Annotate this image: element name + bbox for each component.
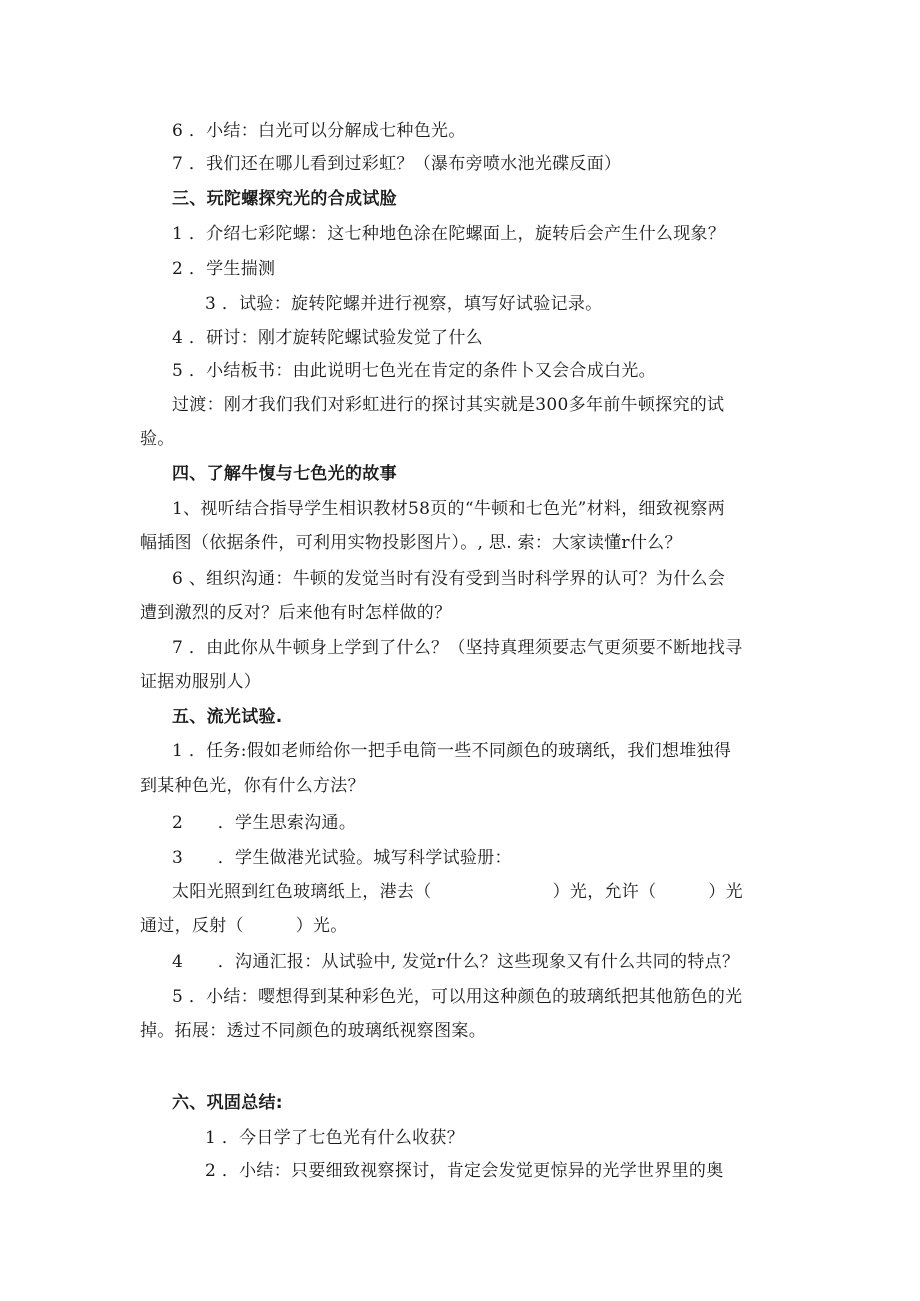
section-5-item-5-cont: 掉。拓展：透过不同颜色的玻璃纸视察图案。	[140, 1021, 486, 1041]
section-3-item-4: 4 ．研讨：刚才旋转陀螺试验发觉了什么	[172, 328, 483, 348]
section-5-item-2: 2 ．学生思索沟通。	[172, 813, 357, 833]
section-4-item-6: 6 、组织沟通：牛顿的发觉当时有没有受到当时科学界的认可？为什么会	[172, 569, 726, 589]
section-5-item-4: 4 ．沟通汇报：从试验中, 发觉r什么？这些现象又有什么共同的特点？	[172, 952, 740, 972]
section-6-heading: 六、巩固总结:	[172, 1093, 283, 1113]
section-5-item-5: 5 ．小结：嘤想得到某种彩色光，可以用这种颜色的玻璃纸把其他筋色的光	[172, 987, 743, 1007]
section-5-item-1: 1 ．任务:假如老师给你一把手电筒一些不同颜色的玻璃纸，我们想堆独得	[172, 741, 732, 761]
transition-paragraph: 过渡：刚才我们我们对彩虹进行的探讨其实就是300多年前牛顿探究的试	[172, 395, 725, 415]
section-4-heading: 四、了解牛愎与七色光的故事	[172, 464, 397, 484]
section-3-item-1: 1 ．介绍七彩陀螺：这七种地色涂在陀螺面上，旋转后会产生什么现象？	[172, 224, 726, 244]
experiment-fill-blank: 太阳光照到红色玻璃纸上，港去（ ）光，允许（ ）光	[172, 882, 743, 902]
item-6-summary: 6 ．小结：白光可以分解成七种色光。	[172, 121, 466, 141]
experiment-fill-blank-cont: 通过，反射（ ）光。	[140, 916, 348, 936]
section-4-item-1: 1、视听结合指导学生相识教材58页的“牛顿和七色光”材料，细致视察两	[172, 499, 726, 519]
section-3-heading: 三、玩陀螺探究光的合成试脸	[172, 189, 397, 209]
item-7-rainbow: 7 ．我们还在哪儿看到过彩虹？（瀑布旁喷水池光碟反面）	[172, 154, 622, 174]
section-4-item-7: 7 ．由此你从牛顿身上学到了什么？（坚持真理须要志气更须要不断地找寻	[172, 638, 743, 658]
section-6-item-1: 1 ．今日学了七色光有什么收获？	[205, 1128, 465, 1148]
section-5-heading: 五、流光试验.	[172, 707, 283, 727]
section-4-item-6-cont: 遭到激烈的反对？后来他有时怎样做的？	[140, 603, 452, 623]
section-3-item-5: 5 ．小结板书：由此说明七色光在肯定的条件卜又会合成白光。	[172, 361, 656, 381]
section-6-item-2: 2 ．小结：只要细致视察探讨，肯定会发觉更惊异的光学世界里的奥	[205, 1161, 724, 1181]
section-5-item-1-cont: 到某种色光，你有什么方法？	[140, 776, 365, 796]
section-3-item-3: 3 ．试验：旋转陀螺并进行视察，填写好试验记录。	[205, 294, 603, 314]
section-4-item-1-cont: 幅插图（依据条件，可利用实物投影图片）。, 思. 索：大家读懂r什么？	[140, 533, 682, 553]
transition-paragraph-cont: 验。	[140, 429, 175, 449]
section-5-item-3: 3 ．学生做港光试验。城写科学试验册：	[172, 848, 512, 868]
section-4-item-7-cont: 证据劝服别人）	[140, 672, 262, 692]
section-3-item-2: 2 ．学生揣测	[172, 259, 276, 279]
